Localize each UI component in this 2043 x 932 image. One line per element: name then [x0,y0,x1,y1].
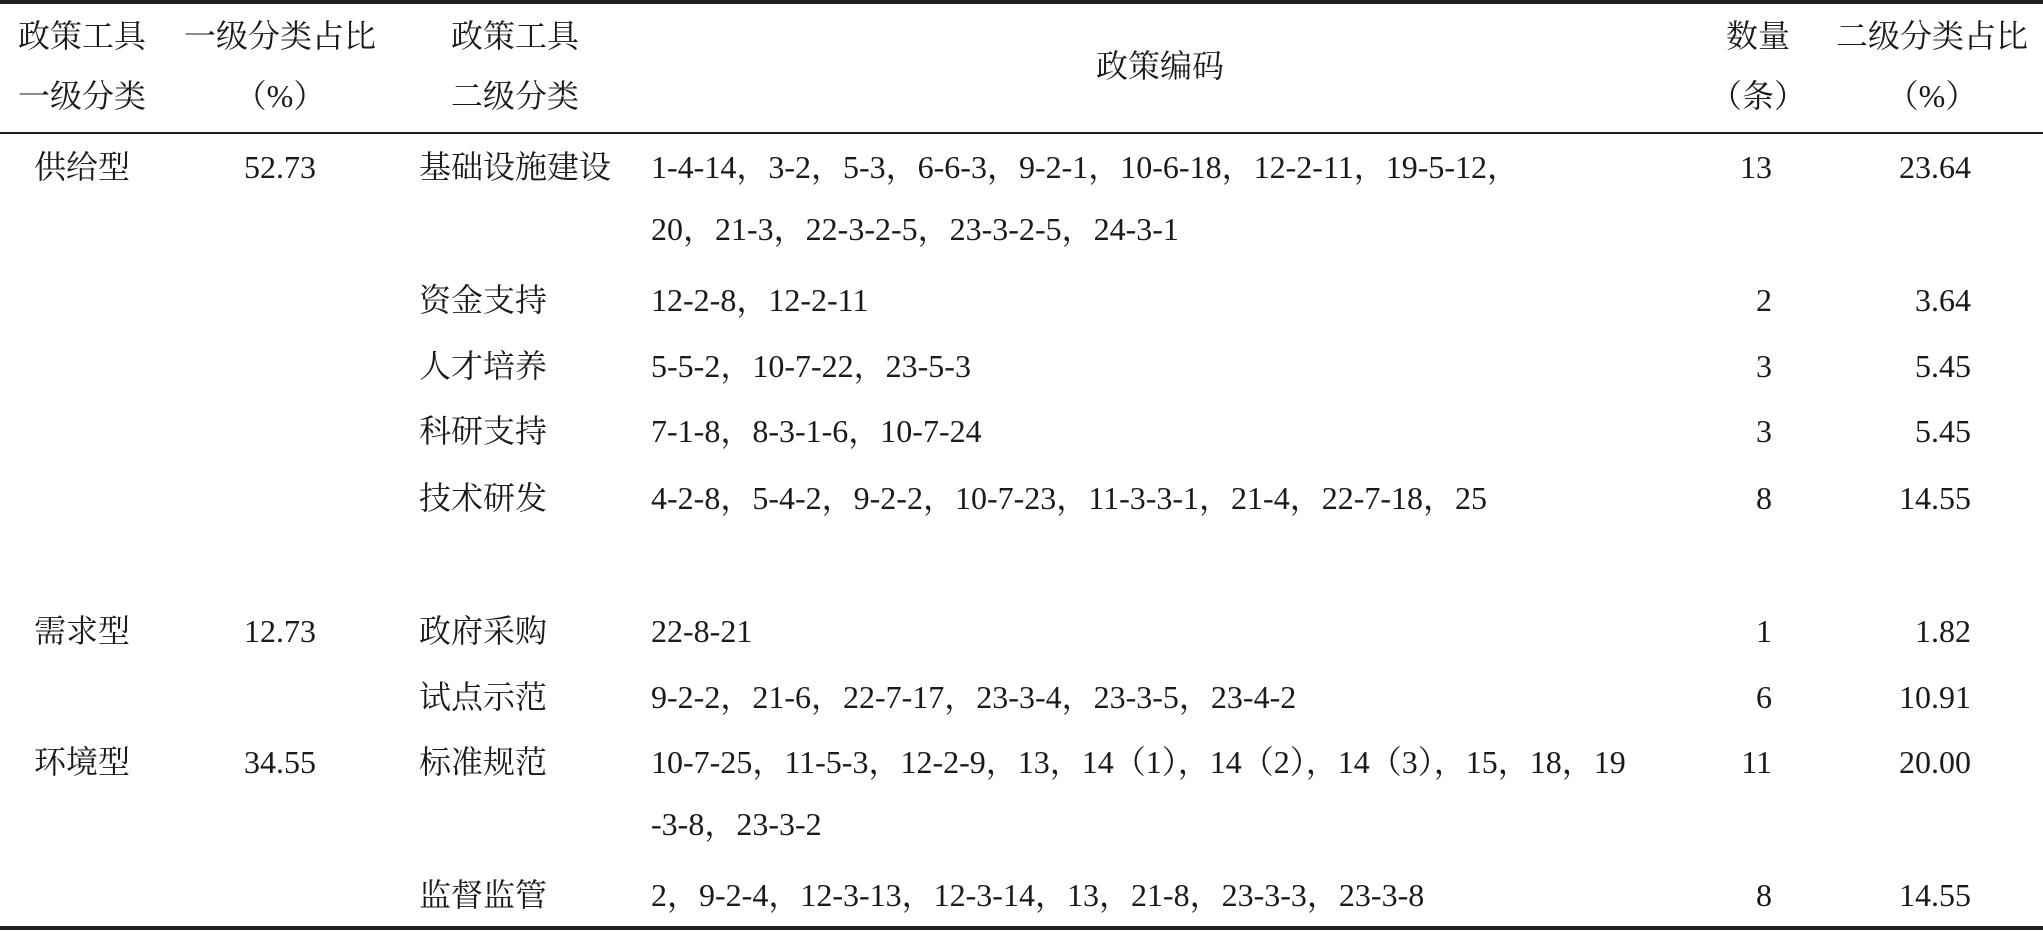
header-line: 一级分类 [17,78,146,114]
count-cell: 2 [1756,282,1772,318]
primary-category-cell: 供给型 [33,149,130,185]
header-line: （%） [234,78,326,114]
header-line: （条） [1709,78,1806,114]
secondary-share-cell: 10.91 [1899,679,1971,715]
policy-codes-line: 2，9-2-4，12-3-13，12-3-14，13，21-8，23-3-3，23-3-8 [651,877,1425,913]
header-policy-code: 政策编码 [1095,48,1224,84]
secondary-share-cell: 5.45 [1915,413,1971,449]
policy-codes-line: 4-2-8，5-4-2，9-2-2，10-7-23，11-3-3-1，21-4，22-7-18，25 [651,480,1488,516]
policy-codes-line: -3-8，23-3-2 [651,806,822,842]
policy-codes-line: 12-2-8，12-2-11 [651,282,869,318]
policy-codes-line: 10-7-25，11-5-3，12-2-9，13，14（1），14（2），14（3），15，18，19 [651,744,1626,780]
table-row [0,600,2043,662]
primary-category-cell: 需求型 [33,613,130,649]
header-line: 政策工具 [17,18,146,54]
secondary-category-cell: 资金支持 [419,282,548,318]
count-cell: 6 [1756,679,1772,715]
policy-codes-line: 22-8-21 [651,613,753,649]
header-line: 一级分类占比 [183,18,376,54]
table-row [0,269,2043,331]
policy-codes-cell [651,666,1296,728]
policy-codes-cell [651,731,1626,855]
policy-codes-cell [651,600,752,662]
count-cell: 1 [1756,613,1772,649]
primary-share-cell: 34.55 [244,744,316,780]
table-row [0,335,2043,397]
primary-category-cell: 环境型 [33,744,130,780]
header-secondary-category [415,6,615,126]
secondary-share-cell: 23.64 [1899,149,1971,185]
header-line: 政策工具 [450,18,579,54]
policy-codes-line: 7-1-8，8-3-1-6，10-7-24 [651,413,982,449]
policy-codes-line: 9-2-2，21-6，22-7-17，23-3-4，23-3-5，23-4-2 [651,679,1297,715]
policy-codes-cell [651,136,1519,260]
policy-codes-line: 5-5-2，10-7-22，23-5-3 [651,348,971,384]
policy-codes-cell [651,269,868,331]
header-line: 二级分类占比 [1835,18,2028,54]
secondary-category-cell: 标准规范 [419,744,548,780]
secondary-share-cell: 14.55 [1899,877,1971,913]
secondary-share-cell: 3.64 [1915,282,1971,318]
secondary-share-cell: 14.55 [1899,480,1971,516]
policy-codes-cell [651,335,971,397]
count-cell: 13 [1740,149,1772,185]
header-primary-share [180,6,380,126]
count-cell: 11 [1741,744,1772,780]
table-row [0,666,2043,728]
table-top-rule [0,0,2043,4]
primary-share-cell: 52.73 [244,149,316,185]
count-cell: 8 [1756,480,1772,516]
policy-codes-cell [651,864,1424,926]
table-row [0,864,2043,926]
table-row [0,136,2043,247]
policy-codes-cell [651,467,1487,529]
policy-codes-line: 1-4-14，3-2，5-3，6-6-3，9-2-1，10-6-18，12-2-11，19-5-12， [651,149,1520,185]
header-line: 二级分类 [450,78,579,114]
policy-codes-cell [651,400,982,462]
secondary-category-cell: 政府采购 [419,613,548,649]
secondary-category-cell: 试点示范 [419,679,548,715]
header-primary-category [0,6,164,126]
header-count [1700,6,1816,126]
header-secondary-share [1832,6,2032,126]
secondary-category-cell: 基础设施建设 [419,149,612,185]
count-cell: 3 [1756,348,1772,384]
count-cell: 8 [1756,877,1772,913]
table-bottom-rule [0,926,2043,930]
header-line: （%） [1886,78,1978,114]
secondary-share-cell: 20.00 [1899,744,1971,780]
header-line: 数量 [1725,18,1790,54]
secondary-category-cell: 技术研发 [419,480,548,516]
secondary-share-cell: 5.45 [1915,348,1971,384]
secondary-category-cell: 人才培养 [419,348,548,384]
secondary-share-cell: 1.82 [1915,613,1971,649]
table-row [0,731,2043,842]
table-row [0,467,2043,529]
secondary-category-cell: 监督监管 [419,877,548,913]
count-cell: 3 [1756,413,1772,449]
primary-share-cell: 12.73 [244,613,316,649]
table-row [0,400,2043,462]
header-rule [0,132,2043,134]
policy-codes-line: 20，21-3，22-3-2-5，23-3-2-5，24-3-1 [651,211,1179,247]
secondary-category-cell: 科研支持 [419,413,548,449]
